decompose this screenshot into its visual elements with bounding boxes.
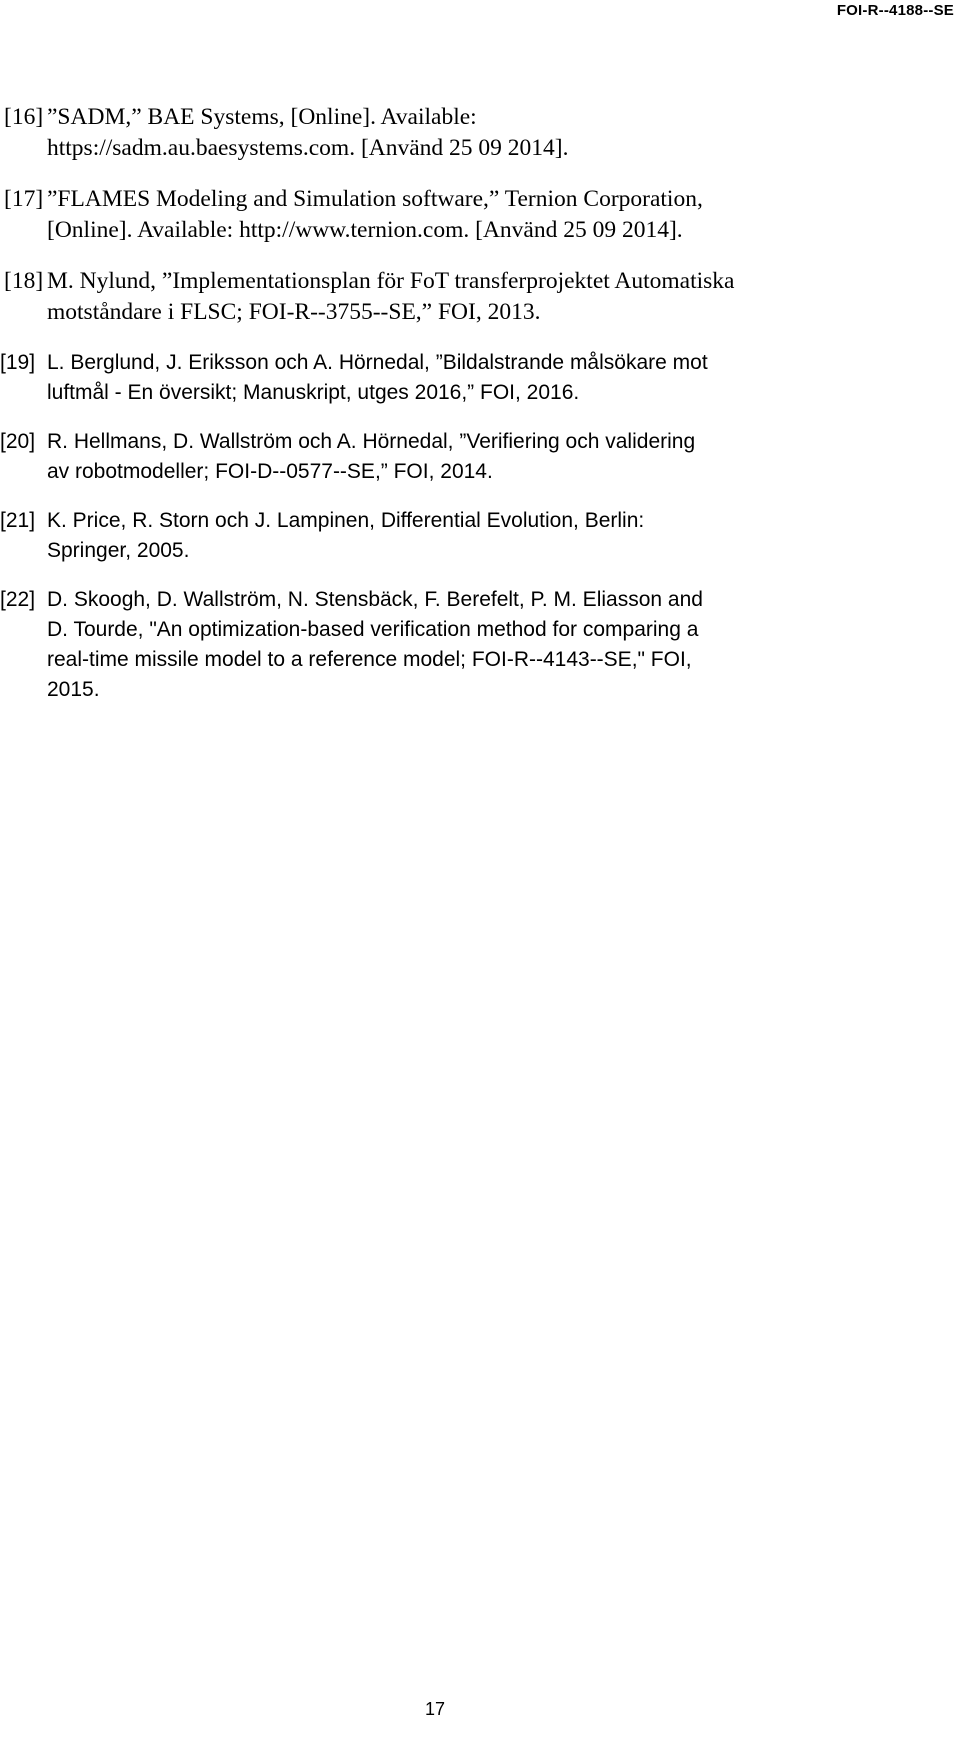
reference-number: [16] bbox=[4, 104, 44, 130]
reference-number: [19] bbox=[0, 351, 36, 374]
reference-number: [20] bbox=[0, 430, 36, 453]
reference-item-17 bbox=[0, 184, 850, 246]
reference-item-18 bbox=[0, 266, 850, 328]
report-id-header: FOI-R--4188--SE bbox=[836, 2, 954, 19]
reference-text-line: Springer, 2005. bbox=[47, 539, 190, 562]
reference-text-line: ”FLAMES Modeling and Simulation software,” Ternion Corporation, bbox=[47, 186, 703, 212]
reference-text-line: motståndare i FLSC; FOI-R--3755--SE,” FOI, 2013. bbox=[47, 299, 541, 325]
reference-text-line: https://sadm.au.baesystems.com. [Använd 25 09 2014]. bbox=[47, 135, 569, 161]
reference-text-line: D. Tourde, "An optimization-based verification method for comparing a bbox=[47, 618, 699, 641]
reference-number: [22] bbox=[0, 588, 36, 611]
reference-number: [17] bbox=[4, 186, 44, 212]
reference-item-16 bbox=[0, 102, 850, 164]
reference-text-line: M. Nylund, ”Implementationsplan för FoT transferprojektet Automatiska bbox=[47, 268, 735, 294]
reference-text-line: D. Skoogh, D. Wallström, N. Stensbäck, F. Berefelt, P. M. Eliasson and bbox=[47, 588, 703, 611]
reference-text-line: R. Hellmans, D. Wallström och A. Hörnedal, ”Verifiering och validering bbox=[47, 430, 696, 453]
reference-text-line: K. Price, R. Storn och J. Lampinen, Differential Evolution, Berlin: bbox=[47, 509, 645, 532]
reference-number: [21] bbox=[0, 509, 36, 532]
reference-item-22 bbox=[0, 585, 850, 705]
reference-text-line: L. Berglund, J. Eriksson och A. Hörnedal, ”Bildalstrande målsökare mot bbox=[47, 351, 708, 374]
reference-item-19 bbox=[0, 348, 850, 408]
reference-list bbox=[0, 102, 850, 724]
reference-text-line: luftmål - En översikt; Manuskript, utges 2016,” FOI, 2016. bbox=[47, 381, 580, 404]
reference-number: [18] bbox=[4, 268, 44, 294]
reference-item-20 bbox=[0, 427, 850, 487]
reference-text-line: [Online]. Available: http://www.ternion.com. [Använd 25 09 2014]. bbox=[47, 217, 683, 243]
reference-text-line: av robotmodeller; FOI-D--0577--SE,” FOI, 2014. bbox=[47, 460, 493, 483]
reference-text-line: 2015. bbox=[47, 678, 100, 701]
reference-item-21 bbox=[0, 506, 850, 566]
reference-text-line: ”SADM,” BAE Systems, [Online]. Available: bbox=[47, 104, 477, 130]
page-number: 17 bbox=[424, 1699, 446, 1719]
reference-text-line: real-time missile model to a reference model; FOI-R--4143--SE," FOI, bbox=[47, 648, 692, 671]
